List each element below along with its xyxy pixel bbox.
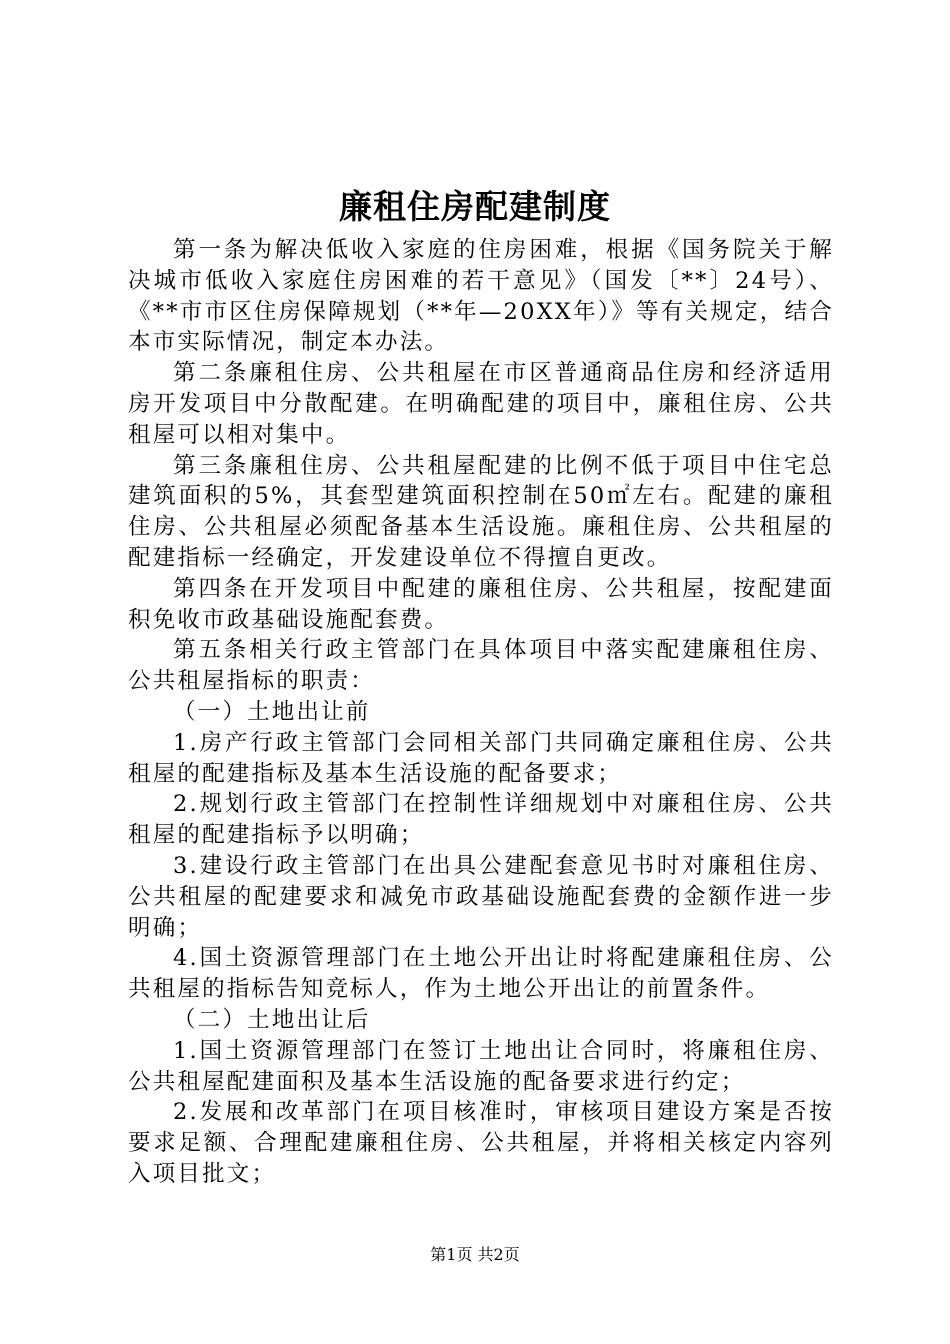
list-item: 1.国土资源管理部门在签订土地出让合同时，将廉租住房、公共租屋配建面积及基本生活设施的配备要求进行约定； <box>128 1037 834 1095</box>
paragraph-article-1: 第一条为解决低收入家庭的住房困难，根据《国务院关于解决城市低收入家庭住房困难的若干意见》（国发〔**〕24号）、《**市市区住房保障规划（**年—20XX年）》等有关规定，结合本市实际情况，制定本办法。 <box>128 237 834 356</box>
page-number-footer: 第1页 共2页 <box>430 1245 520 1264</box>
list-item: 2.发展和改革部门在项目核准时，审核项目建设方案是否按要求足额、合理配建廉租住房、公共租屋，并将相关核定内容列入项目批文； <box>128 1099 834 1187</box>
document-body <box>128 235 834 1190</box>
section-heading-after-transfer: （二）土地出让后 <box>173 1006 371 1033</box>
paragraph-article-3: 第三条廉租住房、公共租屋配建的比例不低于项目中住宅总建筑面积的5%，其套型建筑面积控制在50㎡左右。配建的廉租住房、公共租屋必须配备基本生活设施。廉租住房、公共租屋的配建指标一经确定，开发建设单位不得擅自更改。 <box>128 452 834 571</box>
list-item: 4.国土资源管理部门在土地公开出让时将配建廉租住房、公共租屋的指标告知竞标人，作为土地公开出让的前置条件。 <box>128 945 834 1003</box>
paragraph-article-2: 第二条廉租住房、公共租屋在市区普通商品住房和经济适用房开发项目中分散配建。在明确配建的项目中，廉租住房、公共租屋可以相对集中。 <box>128 360 834 448</box>
list-item: 1.房产行政主管部门会同相关部门共同确定廉租住房、公共租屋的配建指标及基本生活设施的配备要求； <box>128 729 834 787</box>
section-heading-before-transfer: （一）土地出让前 <box>173 698 371 725</box>
document-title: 廉租住房配建制度 <box>339 187 611 226</box>
list-item: 3.建设行政主管部门在出具公建配套意见书时对廉租住房、公共租屋的配建要求和减免市政基础设施配套费的金额作进一步明确； <box>128 852 834 941</box>
paragraph-article-4: 第四条在开发项目中配建的廉租住房、公共租屋，按配建面积免收市政基础设施配套费。 <box>128 575 834 633</box>
paragraph-article-5: 第五条相关行政主管部门在具体项目中落实配建廉租住房、公共租屋指标的职责： <box>128 637 834 695</box>
list-item: 2.规划行政主管部门在控制性详细规划中对廉租住房、公共租屋的配建指标予以明确； <box>128 791 834 849</box>
